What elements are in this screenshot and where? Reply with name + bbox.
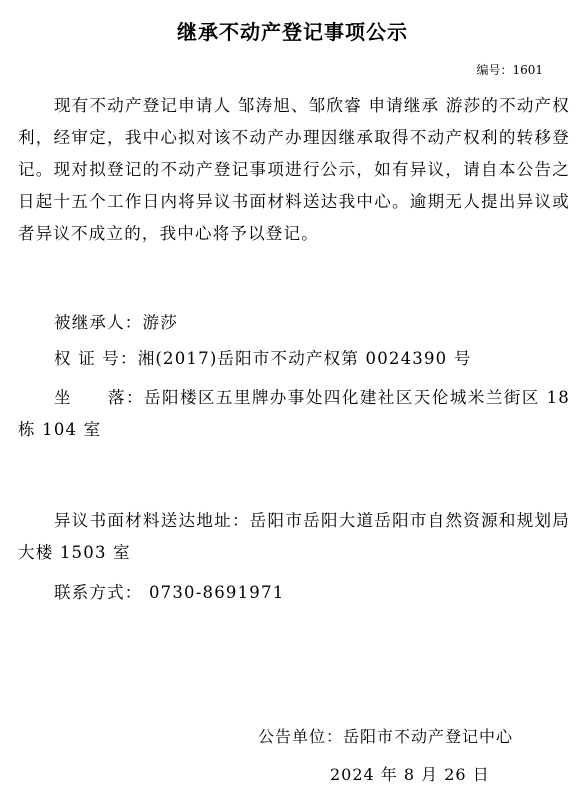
notice-date: 2024 年 8 月 26 日 (330, 765, 490, 784)
notice-paragraph: 现有不动产登记申请人 邹涛旭、邹欣睿 申请继承 游莎的不动产权利，经审定，我中心拟对该不动产办理因继承取得不动产权利的转移登记。现对拟登记的不动产登记事项进行公示，如有异议，请自本公告之日起十五个工作日内将异议书面材料送达我中心。逾期无人提出异议或者异议不成立的，我中心将予以登记。 (18, 96, 570, 243)
property-location-line: 坐 落：岳阳楼区五里牌办事处四化建社区天伦城米兰街区 18 栋 104 室 (18, 388, 570, 439)
document-number: 编号：1601 (476, 63, 543, 77)
issuer-line: 公告单位：岳阳市不动产登记中心 (258, 727, 514, 746)
decedent-line: 被继承人：游莎 (54, 313, 178, 332)
notice-title: 继承不动产登记事项公示 (177, 20, 408, 44)
certificate-number-line: 权 证 号：湘(2017)岳阳市不动产权第 0024390 号 (54, 349, 472, 368)
objection-address-line: 异议书面材料送达地址：岳阳市岳阳大道岳阳市自然资源和规划局大楼 1503 室 (18, 511, 570, 562)
contact-line: 联系方式： 0730-8691971 (54, 583, 285, 602)
